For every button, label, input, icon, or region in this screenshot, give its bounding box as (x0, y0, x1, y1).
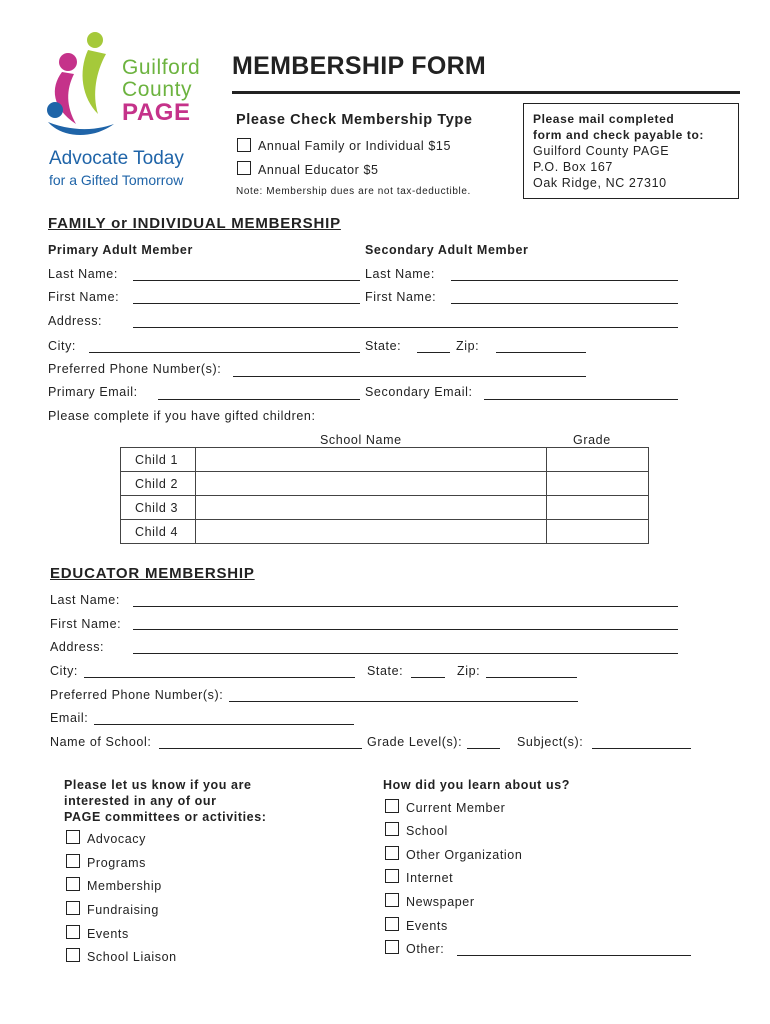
secondary-email-field[interactable] (484, 399, 678, 400)
mailing-instruction-1: Please mail completed (533, 112, 675, 126)
committees-heading-2: interested in any of our (64, 794, 217, 808)
committees-heading-3: PAGE committees or activities: (64, 810, 267, 824)
family-zip-field[interactable] (496, 352, 586, 353)
table-row (121, 520, 649, 544)
secondary-last-name-field[interactable] (451, 280, 678, 281)
school-source-label: School (406, 824, 448, 838)
fundraising-label: Fundraising (87, 903, 159, 917)
educator-membership-label: Annual Educator $5 (258, 163, 379, 177)
primary-first-name-field[interactable] (133, 303, 360, 304)
primary-email-label: Primary Email: (48, 385, 138, 399)
child-school-cell[interactable] (196, 520, 547, 544)
child-school-cell[interactable] (196, 472, 547, 496)
child-grade-cell[interactable] (547, 448, 649, 472)
family-city-field[interactable] (89, 352, 360, 353)
family-city-label: City: (48, 339, 76, 353)
programs-checkbox[interactable] (66, 854, 80, 868)
logo (40, 28, 210, 193)
educator-address-label: Address: (50, 640, 105, 654)
events-committee-label: Events (87, 927, 129, 941)
membership-type-heading: Please Check Membership Type (236, 112, 473, 128)
educator-city-field[interactable] (84, 677, 355, 678)
fundraising-checkbox[interactable] (66, 901, 80, 915)
internet-checkbox[interactable] (385, 869, 399, 883)
logo-tagline-2: for a Gifted Tomorrow (49, 172, 184, 188)
family-phone-field[interactable] (233, 376, 586, 377)
advocacy-checkbox[interactable] (66, 830, 80, 844)
learn-heading: How did you learn about us? (383, 778, 571, 792)
child-label: Child 4 (121, 520, 196, 544)
other-organization-checkbox[interactable] (385, 846, 399, 860)
secondary-adult-heading: Secondary Adult Member (365, 243, 529, 257)
mailing-address-2: P.O. Box 167 (533, 160, 613, 174)
table-row (121, 496, 649, 520)
family-state-label: State: (365, 339, 402, 353)
child-label: Child 2 (121, 472, 196, 496)
mailing-address-3: Oak Ridge, NC 27310 (533, 176, 667, 190)
events-source-checkbox[interactable] (385, 917, 399, 931)
mailing-instruction-2: form and check payable to: (533, 128, 704, 142)
family-phone-label: Preferred Phone Number(s): (48, 362, 222, 376)
advocacy-label: Advocacy (87, 832, 146, 846)
educator-phone-field[interactable] (229, 701, 578, 702)
child-grade-cell[interactable] (547, 496, 649, 520)
family-membership-label: Annual Family or Individual $15 (258, 139, 452, 153)
primary-adult-heading: Primary Adult Member (48, 243, 193, 257)
programs-label: Programs (87, 856, 146, 870)
child-label: Child 3 (121, 496, 196, 520)
family-address-label: Address: (48, 314, 103, 328)
educator-email-label: Email: (50, 711, 89, 725)
table-row (121, 448, 649, 472)
logo-line-3: PAGE (122, 99, 191, 126)
educator-section-title: EDUCATOR MEMBERSHIP (50, 565, 255, 582)
educator-last-name-field[interactable] (133, 606, 678, 607)
events-committee-checkbox[interactable] (66, 925, 80, 939)
current-member-checkbox[interactable] (385, 799, 399, 813)
family-zip-label: Zip: (456, 339, 480, 353)
family-address-field[interactable] (133, 327, 678, 328)
school-liaison-label: School Liaison (87, 950, 177, 964)
logo-tagline-1: Advocate Today (49, 148, 184, 169)
child-school-cell[interactable] (196, 448, 547, 472)
educator-address-field[interactable] (133, 653, 678, 654)
newspaper-label: Newspaper (406, 895, 475, 909)
logo-line-1: Guilford (122, 56, 201, 79)
educator-state-field[interactable] (411, 677, 445, 678)
educator-zip-field[interactable] (486, 677, 577, 678)
committees-heading-1: Please let us know if you are (64, 778, 252, 792)
family-state-field[interactable] (417, 352, 450, 353)
educator-email-field[interactable] (94, 724, 354, 725)
other-source-checkbox[interactable] (385, 940, 399, 954)
internet-label: Internet (406, 871, 454, 885)
secondary-last-name-label: Last Name: (365, 267, 435, 281)
primary-email-field[interactable] (158, 399, 360, 400)
grade-header: Grade (573, 433, 611, 447)
other-organization-label: Other Organization (406, 848, 523, 862)
children-table (120, 447, 649, 544)
logo-line-2: County (122, 78, 193, 101)
other-source-field[interactable] (457, 955, 691, 956)
educator-zip-label: Zip: (457, 664, 481, 678)
dues-note: Note: Membership dues are not tax-deductible. (236, 186, 471, 197)
logo-figures-icon (40, 28, 120, 148)
school-name-header: School Name (320, 433, 402, 447)
table-row (121, 472, 649, 496)
child-label: Child 1 (121, 448, 196, 472)
school-name-label: Name of School: (50, 735, 152, 749)
gifted-children-prompt: Please complete if you have gifted children: (48, 409, 316, 423)
primary-last-name-field[interactable] (133, 280, 360, 281)
subjects-label: Subject(s): (517, 735, 584, 749)
educator-first-name-label: First Name: (50, 617, 122, 631)
membership-checkbox[interactable] (66, 877, 80, 891)
family-membership-checkbox[interactable] (237, 138, 251, 152)
title-rule (232, 91, 740, 94)
school-liaison-checkbox[interactable] (66, 948, 80, 962)
secondary-email-label: Secondary Email: (365, 385, 473, 399)
subjects-field[interactable] (592, 748, 691, 749)
secondary-first-name-label: First Name: (365, 290, 437, 304)
educator-last-name-label: Last Name: (50, 593, 120, 607)
educator-city-label: City: (50, 664, 78, 678)
grade-level-label: Grade Level(s): (367, 735, 463, 749)
primary-last-name-label: Last Name: (48, 267, 118, 281)
grade-level-field[interactable] (467, 748, 500, 749)
educator-phone-label: Preferred Phone Number(s): (50, 688, 224, 702)
mailing-address-1: Guilford County PAGE (533, 144, 670, 158)
educator-membership-checkbox[interactable] (237, 161, 251, 175)
child-grade-cell[interactable] (547, 472, 649, 496)
membership-label: Membership (87, 879, 162, 893)
other-source-label: Other: (406, 942, 445, 956)
educator-first-name-field[interactable] (133, 629, 678, 630)
child-school-cell[interactable] (196, 496, 547, 520)
family-section-title: FAMILY or INDIVIDUAL MEMBERSHIP (48, 215, 341, 232)
page-title: MEMBERSHIP FORM (232, 52, 487, 80)
school-source-checkbox[interactable] (385, 822, 399, 836)
secondary-first-name-field[interactable] (451, 303, 678, 304)
primary-first-name-label: First Name: (48, 290, 120, 304)
current-member-label: Current Member (406, 801, 506, 815)
educator-state-label: State: (367, 664, 404, 678)
child-grade-cell[interactable] (547, 520, 649, 544)
school-name-field[interactable] (159, 748, 362, 749)
newspaper-checkbox[interactable] (385, 893, 399, 907)
events-source-label: Events (406, 919, 448, 933)
mailing-box (523, 103, 739, 199)
